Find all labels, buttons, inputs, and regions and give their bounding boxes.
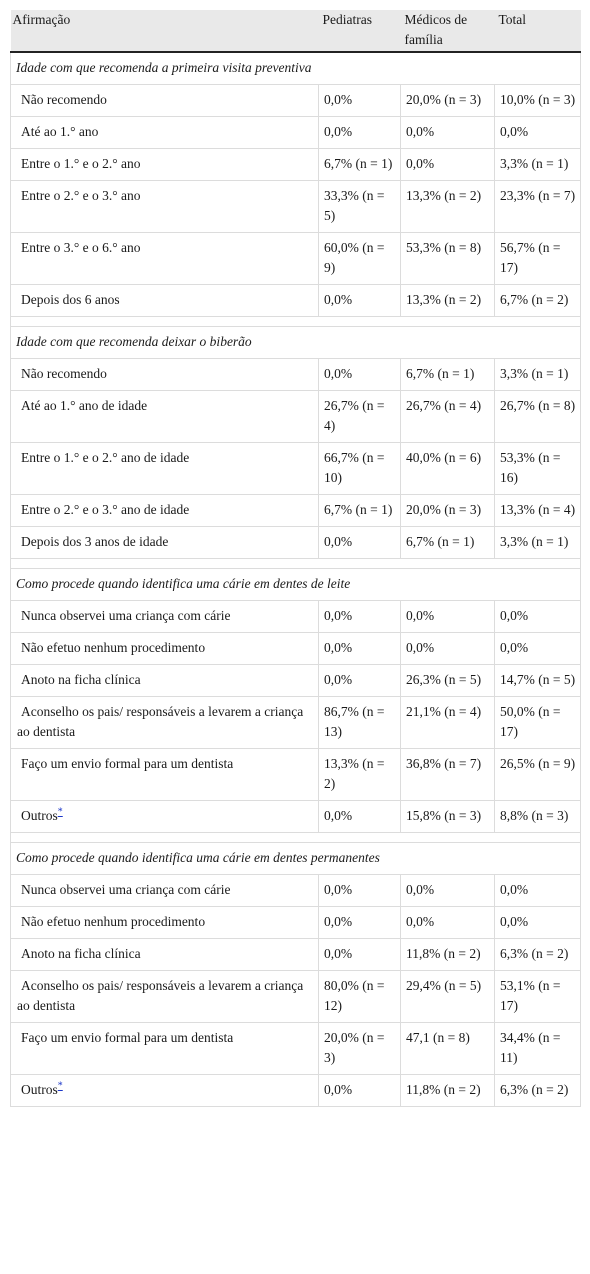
pediatras-value: 0,0%: [319, 285, 401, 317]
row-label-cell: [11, 633, 319, 665]
row-label-cell: [11, 801, 319, 833]
total-value: 6,3% (n = 2): [495, 939, 581, 971]
section-spacer: [11, 559, 581, 569]
section-spacer: [11, 833, 581, 843]
total-value: 0,0%: [495, 907, 581, 939]
row-label-cell: [11, 391, 319, 443]
row-label-cell: [11, 601, 319, 633]
table-row: [11, 1023, 581, 1075]
section-title: Como procede quando identifica uma cárie em dentes permanentes: [11, 843, 581, 875]
table-header: [11, 10, 581, 52]
spacer-cell: [11, 559, 581, 569]
table-row: [11, 971, 581, 1023]
total-value: 3,3% (n = 1): [495, 527, 581, 559]
total-value: 10,0% (n = 3): [495, 85, 581, 117]
medicos-value: 0,0%: [401, 117, 495, 149]
section-title: Idade com que recomenda a primeira visita preventiva: [11, 52, 581, 85]
section-title: Idade com que recomenda deixar o biberão: [11, 327, 581, 359]
row-label: Aconselho os pais/ responsáveis a levarem a criança ao dentista: [17, 978, 304, 1013]
pediatras-value: 0,0%: [319, 633, 401, 665]
medicos-value: 53,3% (n = 8): [401, 233, 495, 285]
row-label-cell: [11, 495, 319, 527]
row-label-cell: [11, 875, 319, 907]
table-row: [11, 391, 581, 443]
pediatras-value: 20,0% (n = 3): [319, 1023, 401, 1075]
medicos-value: 36,8% (n = 7): [401, 749, 495, 801]
pediatras-value: 33,3% (n = 5): [319, 181, 401, 233]
medicos-value: 11,8% (n = 2): [401, 939, 495, 971]
section-header-row: [11, 327, 581, 359]
section-title: Como procede quando identifica uma cárie em dentes de leite: [11, 569, 581, 601]
pediatras-value: 0,0%: [319, 907, 401, 939]
table-row: [11, 665, 581, 697]
header-medicos-de-familia: Médicos de família: [401, 10, 495, 52]
medicos-value: 11,8% (n = 2): [401, 1075, 495, 1107]
medicos-value: 0,0%: [401, 601, 495, 633]
pediatras-value: 66,7% (n = 10): [319, 443, 401, 495]
table-row: [11, 601, 581, 633]
medicos-value: 0,0%: [401, 149, 495, 181]
medicos-value: 0,0%: [401, 907, 495, 939]
row-label: Até ao 1.° ano: [21, 124, 99, 139]
row-label: Entre o 2.° e o 3.° ano: [21, 188, 141, 203]
table-row: [11, 527, 581, 559]
table-row: [11, 359, 581, 391]
row-label-cell: [11, 117, 319, 149]
table-row: [11, 939, 581, 971]
header-pediatras: Pediatras: [319, 10, 401, 52]
row-label-cell: [11, 285, 319, 317]
row-label-cell: [11, 1075, 319, 1107]
pediatras-value: 0,0%: [319, 359, 401, 391]
medicos-value: 26,3% (n = 5): [401, 665, 495, 697]
row-label-cell: [11, 1023, 319, 1075]
header-row: [11, 10, 581, 52]
row-label: Não efetuo nenhum procedimento: [21, 914, 206, 929]
total-value: 3,3% (n = 1): [495, 359, 581, 391]
total-value: 14,7% (n = 5): [495, 665, 581, 697]
header-total: Total: [495, 10, 581, 52]
pediatras-value: 0,0%: [319, 527, 401, 559]
pediatras-value: 13,3% (n = 2): [319, 749, 401, 801]
row-label-cell: [11, 939, 319, 971]
medicos-value: 26,7% (n = 4): [401, 391, 495, 443]
total-value: 13,3% (n = 4): [495, 495, 581, 527]
medicos-value: 13,3% (n = 2): [401, 181, 495, 233]
row-label: Faço um envio formal para um dentista: [21, 1030, 234, 1045]
total-value: 56,7% (n = 17): [495, 233, 581, 285]
medicos-value: 6,7% (n = 1): [401, 527, 495, 559]
row-label-cell: [11, 907, 319, 939]
pediatras-value: 0,0%: [319, 665, 401, 697]
table-row: [11, 697, 581, 749]
medicos-value: 29,4% (n = 5): [401, 971, 495, 1023]
pediatras-value: 0,0%: [319, 1075, 401, 1107]
table-row: [11, 117, 581, 149]
total-value: 53,1% (n = 17): [495, 971, 581, 1023]
row-label-cell: [11, 233, 319, 285]
table-row: [11, 233, 581, 285]
table-row: [11, 875, 581, 907]
medicos-value: 47,1 (n = 8): [401, 1023, 495, 1075]
table-row: [11, 801, 581, 833]
section-header-row: [11, 843, 581, 875]
total-value: 0,0%: [495, 633, 581, 665]
medicos-value: 20,0% (n = 3): [401, 495, 495, 527]
total-value: 6,3% (n = 2): [495, 1075, 581, 1107]
row-label-cell: [11, 149, 319, 181]
row-label: Outros: [21, 1082, 58, 1097]
total-value: 8,8% (n = 3): [495, 801, 581, 833]
medicos-value: 13,3% (n = 2): [401, 285, 495, 317]
row-label: Depois dos 6 anos: [21, 292, 120, 307]
row-label-cell: [11, 697, 319, 749]
row-label: Faço um envio formal para um dentista: [21, 756, 234, 771]
total-value: 3,3% (n = 1): [495, 149, 581, 181]
footnote-link[interactable]: *: [57, 806, 63, 818]
pediatras-value: 86,7% (n = 13): [319, 697, 401, 749]
row-label: Entre o 1.° e o 2.° ano de idade: [21, 450, 190, 465]
table-row: [11, 495, 581, 527]
row-label: Aconselho os pais/ responsáveis a levarem a criança ao dentista: [17, 704, 304, 739]
pediatras-value: 80,0% (n = 12): [319, 971, 401, 1023]
row-label: Entre o 2.° e o 3.° ano de idade: [21, 502, 190, 517]
row-label-cell: [11, 359, 319, 391]
row-label: Depois dos 3 anos de idade: [21, 534, 169, 549]
total-value: 0,0%: [495, 601, 581, 633]
section-header-row: [11, 52, 581, 85]
table-row: [11, 181, 581, 233]
row-label: Até ao 1.° ano de idade: [21, 398, 148, 413]
row-label: Anoto na ficha clínica: [21, 946, 141, 961]
medicos-value: 20,0% (n = 3): [401, 85, 495, 117]
spacer-cell: [11, 833, 581, 843]
pediatras-value: 0,0%: [319, 939, 401, 971]
row-label-cell: [11, 971, 319, 1023]
pediatras-value: 0,0%: [319, 801, 401, 833]
total-value: 34,4% (n = 11): [495, 1023, 581, 1075]
pediatras-value: 0,0%: [319, 601, 401, 633]
table-row: [11, 285, 581, 317]
section-header-row: [11, 569, 581, 601]
row-label-cell: [11, 85, 319, 117]
table-row: [11, 85, 581, 117]
survey-results-table: [10, 10, 581, 1107]
table-row: [11, 749, 581, 801]
row-label-cell: [11, 749, 319, 801]
pediatras-value: 6,7% (n = 1): [319, 495, 401, 527]
header-afirmacao: Afirmação: [11, 10, 319, 52]
total-value: 0,0%: [495, 875, 581, 907]
table-row: [11, 633, 581, 665]
pediatras-value: 0,0%: [319, 85, 401, 117]
row-label: Outros: [21, 808, 58, 823]
medicos-value: 0,0%: [401, 633, 495, 665]
row-label-cell: [11, 665, 319, 697]
total-value: 50,0% (n = 17): [495, 697, 581, 749]
pediatras-value: 6,7% (n = 1): [319, 149, 401, 181]
row-label: Não recomendo: [21, 366, 107, 381]
table-row: [11, 443, 581, 495]
footnote-link[interactable]: *: [57, 1080, 63, 1092]
row-label-cell: [11, 527, 319, 559]
row-label: Nunca observei uma criança com cárie: [21, 882, 231, 897]
row-label-cell: [11, 443, 319, 495]
total-value: 23,3% (n = 7): [495, 181, 581, 233]
pediatras-value: 60,0% (n = 9): [319, 233, 401, 285]
row-label: Entre o 3.° e o 6.° ano: [21, 240, 141, 255]
pediatras-value: 0,0%: [319, 875, 401, 907]
row-label-cell: [11, 181, 319, 233]
total-value: 26,7% (n = 8): [495, 391, 581, 443]
medicos-value: 6,7% (n = 1): [401, 359, 495, 391]
pediatras-value: 26,7% (n = 4): [319, 391, 401, 443]
spacer-cell: [11, 317, 581, 327]
total-value: 26,5% (n = 9): [495, 749, 581, 801]
medicos-value: 0,0%: [401, 875, 495, 907]
row-label: Não efetuo nenhum procedimento: [21, 640, 206, 655]
table-body: [11, 52, 581, 1107]
table-row: [11, 149, 581, 181]
medicos-value: 15,8% (n = 3): [401, 801, 495, 833]
row-label: Anoto na ficha clínica: [21, 672, 141, 687]
row-label: Não recomendo: [21, 92, 107, 107]
medicos-value: 40,0% (n = 6): [401, 443, 495, 495]
row-label: Entre o 1.° e o 2.° ano: [21, 156, 141, 171]
pediatras-value: 0,0%: [319, 117, 401, 149]
table-row: [11, 907, 581, 939]
medicos-value: 21,1% (n = 4): [401, 697, 495, 749]
total-value: 53,3% (n = 16): [495, 443, 581, 495]
total-value: 6,7% (n = 2): [495, 285, 581, 317]
table-container: [10, 10, 580, 1107]
total-value: 0,0%: [495, 117, 581, 149]
row-label: Nunca observei uma criança com cárie: [21, 608, 231, 623]
section-spacer: [11, 317, 581, 327]
table-row: [11, 1075, 581, 1107]
